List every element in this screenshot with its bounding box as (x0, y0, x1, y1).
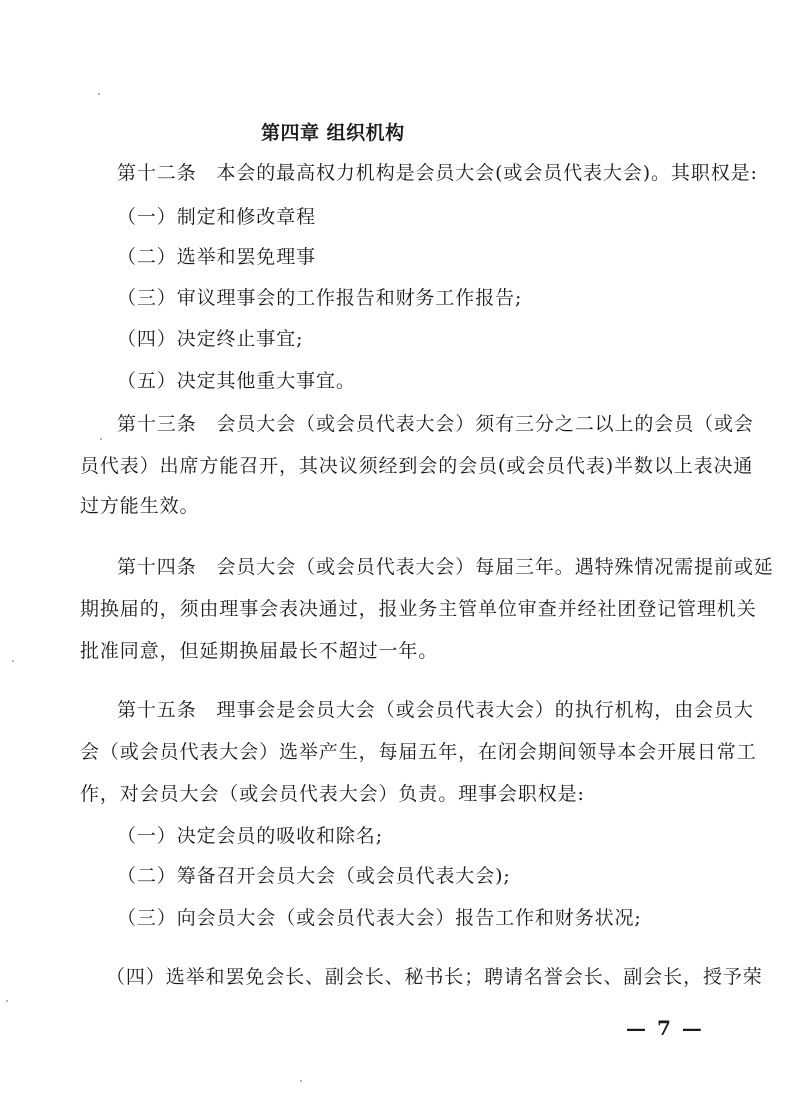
article-14-line-3: 批准同意，但延期换届最长不超过一年。 (80, 640, 439, 662)
article-12-item-3: （三）审议理事会的工作报告和财务工作报告; (117, 287, 523, 309)
article-12-item-2: （二）选举和罢免理事 (117, 246, 317, 268)
article-14-line-1: 第十四条 会员大会（或会员代表大会）每届三年。遇特殊情况需提前或延 (117, 556, 774, 578)
article-13-line-1: 第十三条 会员大会（或会员代表大会）须有三分之二以上的会员（或会 (117, 413, 754, 435)
article-15-item-1: （一）决定会员的吸收和除名; (117, 825, 384, 847)
scan-speck (300, 1080, 302, 1082)
article-13-line-2: 员代表）出席方能召开，其决议须经到会的会员(或会员代表)半数以上表决通 (80, 455, 754, 477)
article-15-item-3: （三）向会员大会（或会员代表大会）报告工作和财务状况; (117, 907, 642, 929)
article-15-line-2: 会（或会员代表大会）选举产生，每届五年，在闭会期间领导本会开展日常工 (80, 741, 757, 763)
article-13-line-3: 过方能生效。 (80, 495, 200, 517)
article-14-line-2: 期换届的，须由理事会表决通过，报业务主管单位审查并经社团登记管理机关 (80, 598, 757, 620)
article-15-item-4: （四）选举和罢免会长、副会长、秘书长；聘请名誉会长、副会长，授予荣 (106, 966, 763, 988)
page-number: — 7 — (626, 1016, 704, 1040)
chapter-title: 第四章 组织机构 (261, 122, 405, 144)
article-12-item-1: （一）制定和修改章程 (117, 206, 317, 228)
article-12-item-5: （五）决定其他重大事宜。 (117, 370, 356, 392)
scan-speck (98, 93, 100, 95)
article-12-item-4: （四）决定终止事宜; (117, 328, 304, 350)
scan-speck (12, 660, 14, 662)
scan-speck (6, 1000, 8, 1002)
article-15-line-1: 第十五条 理事会是会员大会（或会员代表大会）的执行机构，由会员大 (117, 699, 754, 721)
article-15-line-3: 作，对会员大会（或会员代表大会）负责。理事会职权是: (80, 783, 585, 805)
scan-speck (100, 438, 102, 440)
article-15-item-2: （二）筹备召开会员大会（或会员代表大会); (117, 865, 511, 887)
article-12-line-1: 第十二条 本会的最高权力机构是会员大会(或会员代表大会)。其职权是: (117, 162, 758, 184)
